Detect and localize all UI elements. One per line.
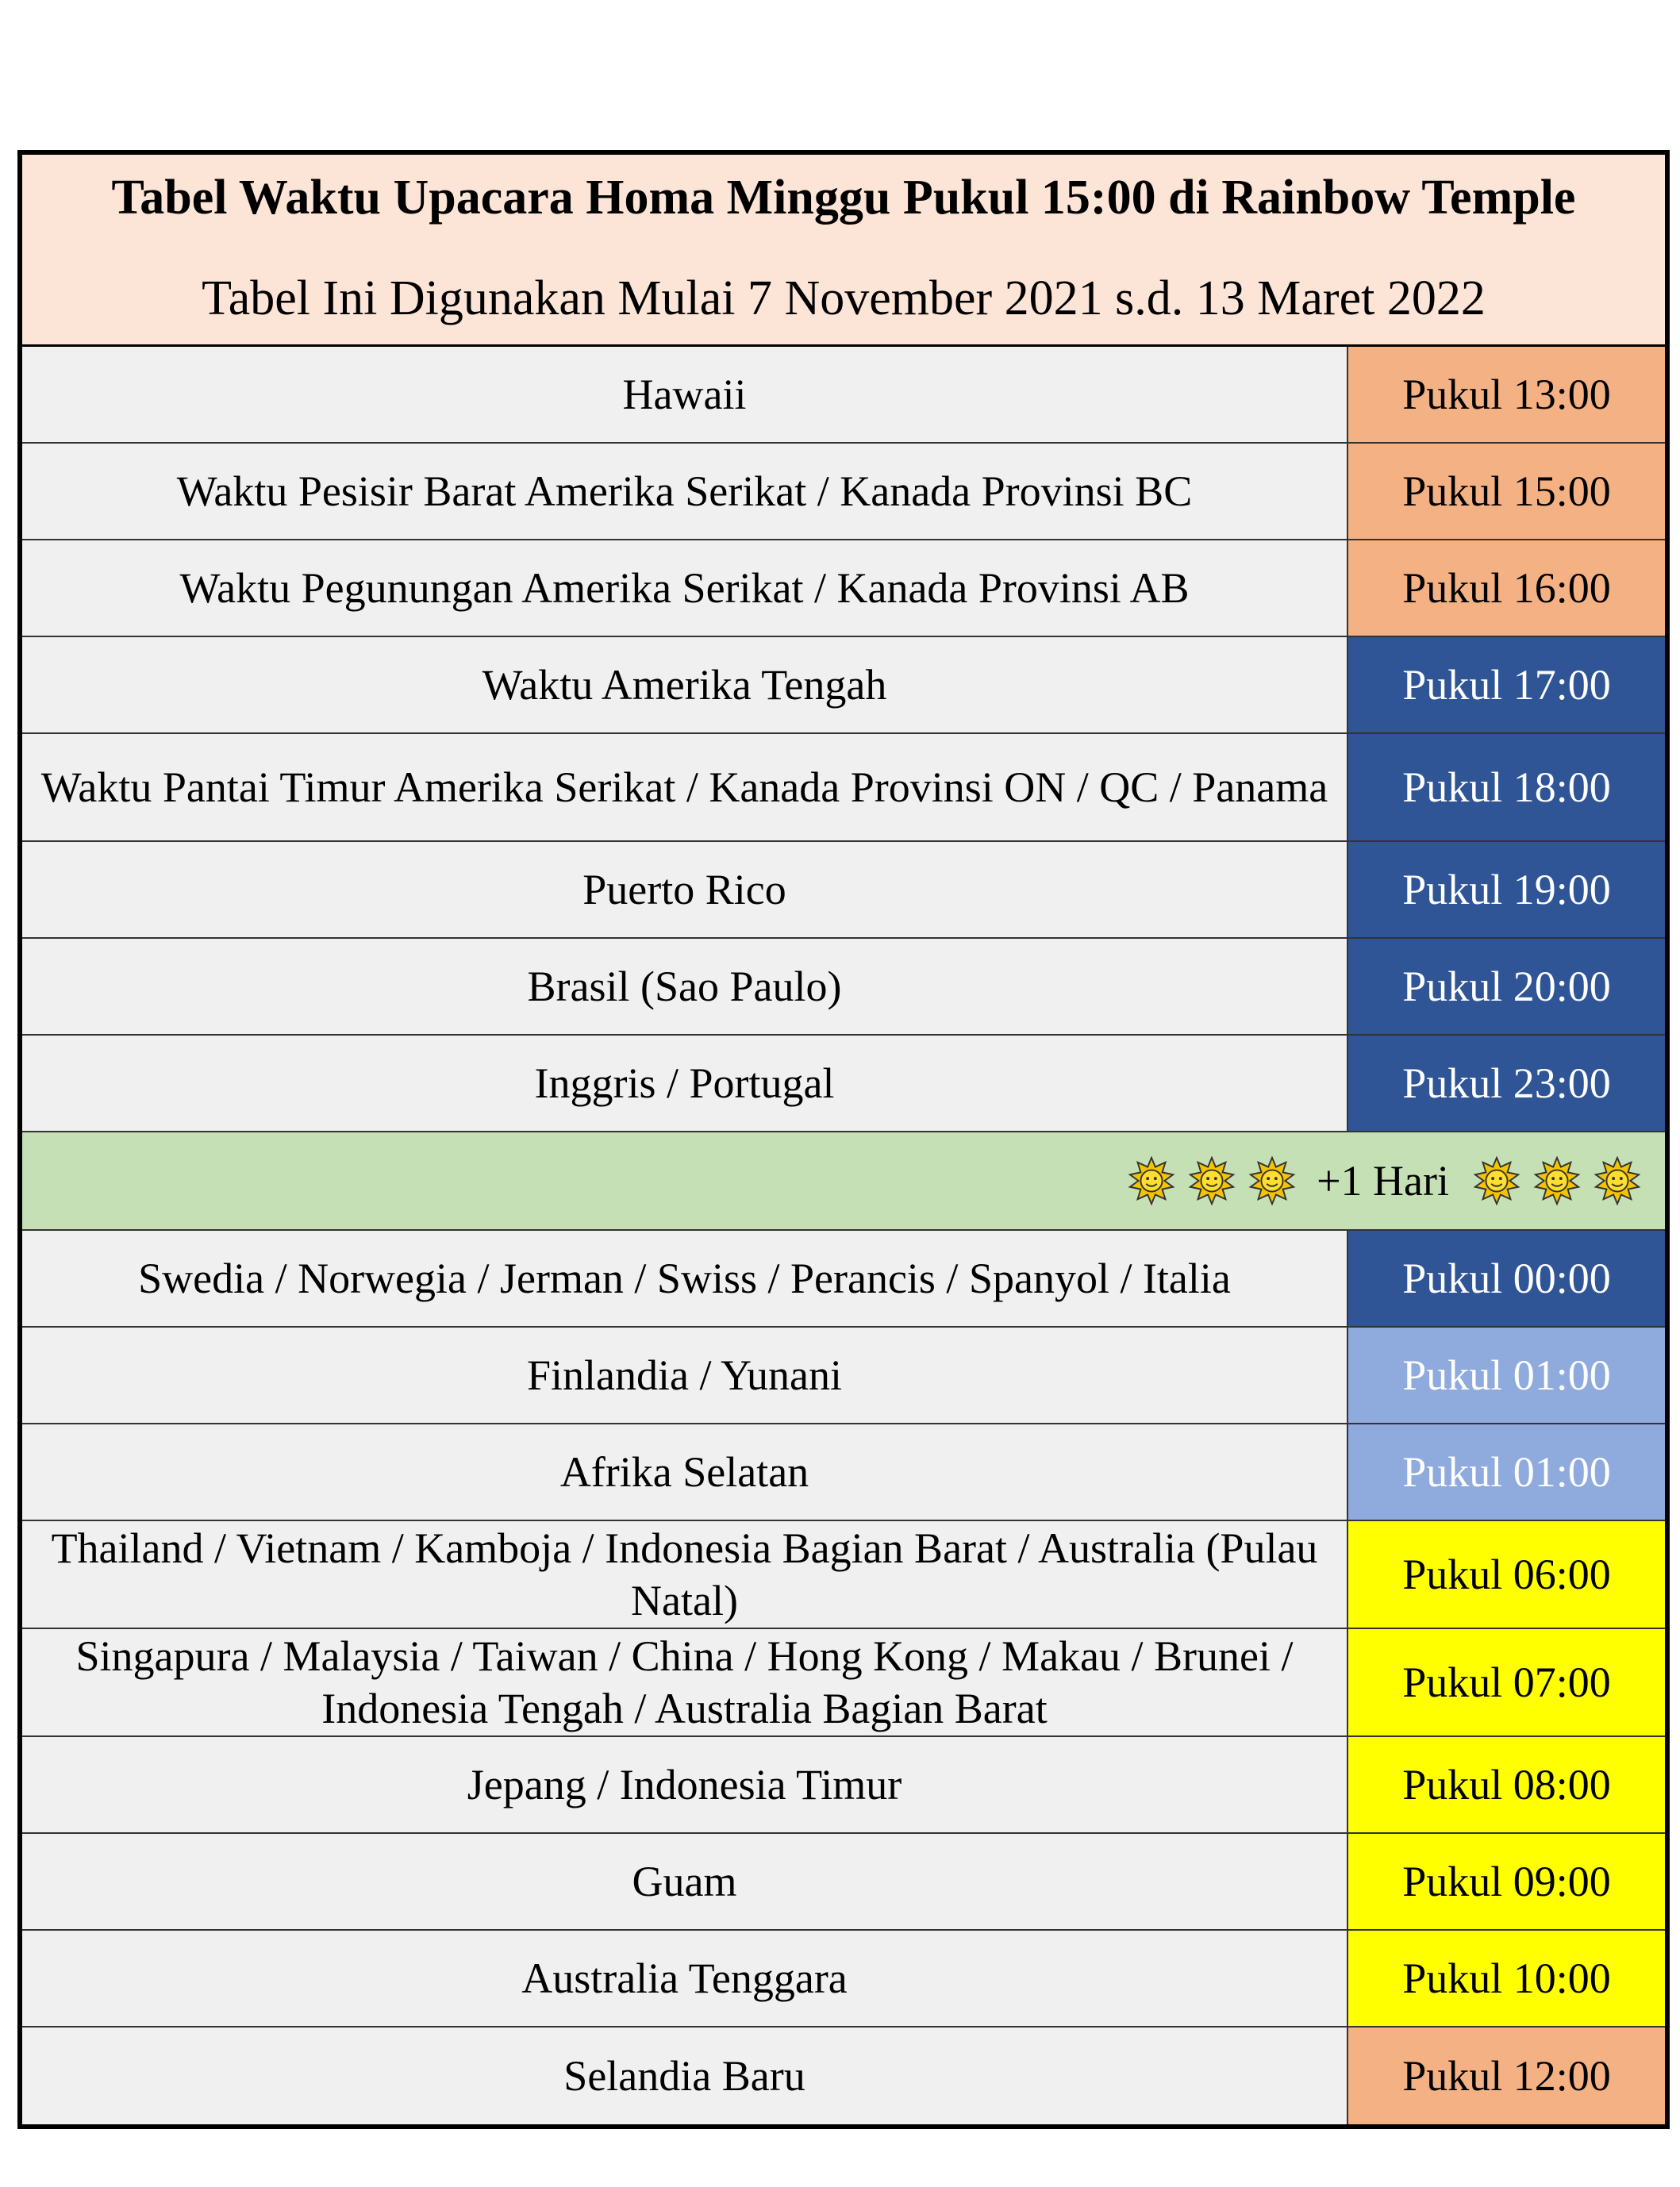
time-cell: Pukul 07:00 [1348, 1629, 1665, 1735]
location-cell: Waktu Amerika Tengah [22, 637, 1348, 732]
location-cell: Singapura / Malaysia / Taiwan / China / Hong Kong / Makau / Brunei / Indonesia Tengah / Australia Bagian Barat [22, 1629, 1348, 1735]
location-cell: Finlandia / Yunani [22, 1328, 1348, 1423]
location-cell: Afrika Selatan [22, 1424, 1348, 1520]
table-row [22, 1737, 1665, 1834]
table-row [22, 444, 1665, 540]
table-row [22, 1629, 1665, 1737]
table-row [22, 637, 1665, 734]
table-row [22, 1231, 1665, 1328]
time-cell: Pukul 12:00 [1348, 2027, 1665, 2124]
time-cell: Pukul 06:00 [1348, 1521, 1665, 1628]
time-cell: Pukul 01:00 [1348, 1328, 1665, 1423]
location-cell: Guam [22, 1834, 1348, 1929]
location-cell: Jepang / Indonesia Timur [22, 1737, 1348, 1832]
table-subtitle: Tabel Ini Digunakan Mulai 7 November 2021 s.d. 13 Maret 2022 [202, 271, 1486, 325]
time-cell: Pukul 15:00 [1348, 444, 1665, 539]
location-cell: Australia Tenggara [22, 1931, 1348, 2026]
location-cell: Puerto Rico [22, 842, 1348, 937]
table-row [22, 1931, 1665, 2027]
sun-face-icon [1472, 1156, 1521, 1205]
table-row [22, 540, 1665, 637]
table-row [22, 2027, 1665, 2124]
sun-face-icon [1127, 1156, 1176, 1205]
table-row [22, 1834, 1665, 1931]
table-row [22, 1424, 1665, 1521]
table-row [22, 734, 1665, 842]
table-row [22, 842, 1665, 939]
location-cell: Inggris / Portugal [22, 1036, 1348, 1131]
table-title: Tabel Waktu Upacara Homa Minggu Pukul 15:00 di Rainbow Temple [111, 171, 1576, 225]
table-row [22, 347, 1665, 444]
time-cell: Pukul 19:00 [1348, 842, 1665, 937]
table-row [22, 1328, 1665, 1424]
location-cell: Waktu Pegunungan Amerika Serikat / Kanada Provinsi AB [22, 540, 1348, 636]
time-cell: Pukul 08:00 [1348, 1737, 1665, 1832]
sun-face-icon [1532, 1156, 1582, 1205]
sun-face-icon [1593, 1156, 1642, 1205]
location-cell: Thailand / Vietnam / Kamboja / Indonesia Bagian Barat / Australia (Pulau Natal) [22, 1521, 1348, 1628]
table-row [22, 1521, 1665, 1629]
time-cell: Pukul 17:00 [1348, 637, 1665, 732]
table-row [22, 1036, 1665, 1132]
sun-face-icon [1187, 1156, 1236, 1205]
time-cell: Pukul 18:00 [1348, 734, 1665, 840]
time-cell: Pukul 10:00 [1348, 1931, 1665, 2026]
location-cell: Waktu Pantai Timur Amerika Serikat / Kanada Provinsi ON / QC / Panama [22, 734, 1348, 840]
location-cell: Swedia / Norwegia / Jerman / Swiss / Perancis / Spanyol / Italia [22, 1231, 1348, 1326]
time-cell: Pukul 23:00 [1348, 1036, 1665, 1131]
table-header [22, 155, 1665, 347]
next-day-divider [22, 1132, 1665, 1231]
time-cell: Pukul 09:00 [1348, 1834, 1665, 1929]
time-cell: Pukul 20:00 [1348, 939, 1665, 1034]
time-cell: Pukul 00:00 [1348, 1231, 1665, 1326]
location-cell: Hawaii [22, 347, 1348, 442]
time-cell: Pukul 16:00 [1348, 540, 1665, 636]
plus-one-day-label: +1 Hari [1317, 1157, 1449, 1205]
location-cell: Brasil (Sao Paulo) [22, 939, 1348, 1034]
sun-face-icon [1248, 1156, 1297, 1205]
table-row [22, 939, 1665, 1036]
time-cell: Pukul 01:00 [1348, 1424, 1665, 1520]
location-cell: Waktu Pesisir Barat Amerika Serikat / Kanada Provinsi BC [22, 444, 1348, 539]
location-cell: Selandia Baru [22, 2027, 1348, 2124]
time-cell: Pukul 13:00 [1348, 347, 1665, 442]
schedule-table [17, 150, 1670, 2129]
